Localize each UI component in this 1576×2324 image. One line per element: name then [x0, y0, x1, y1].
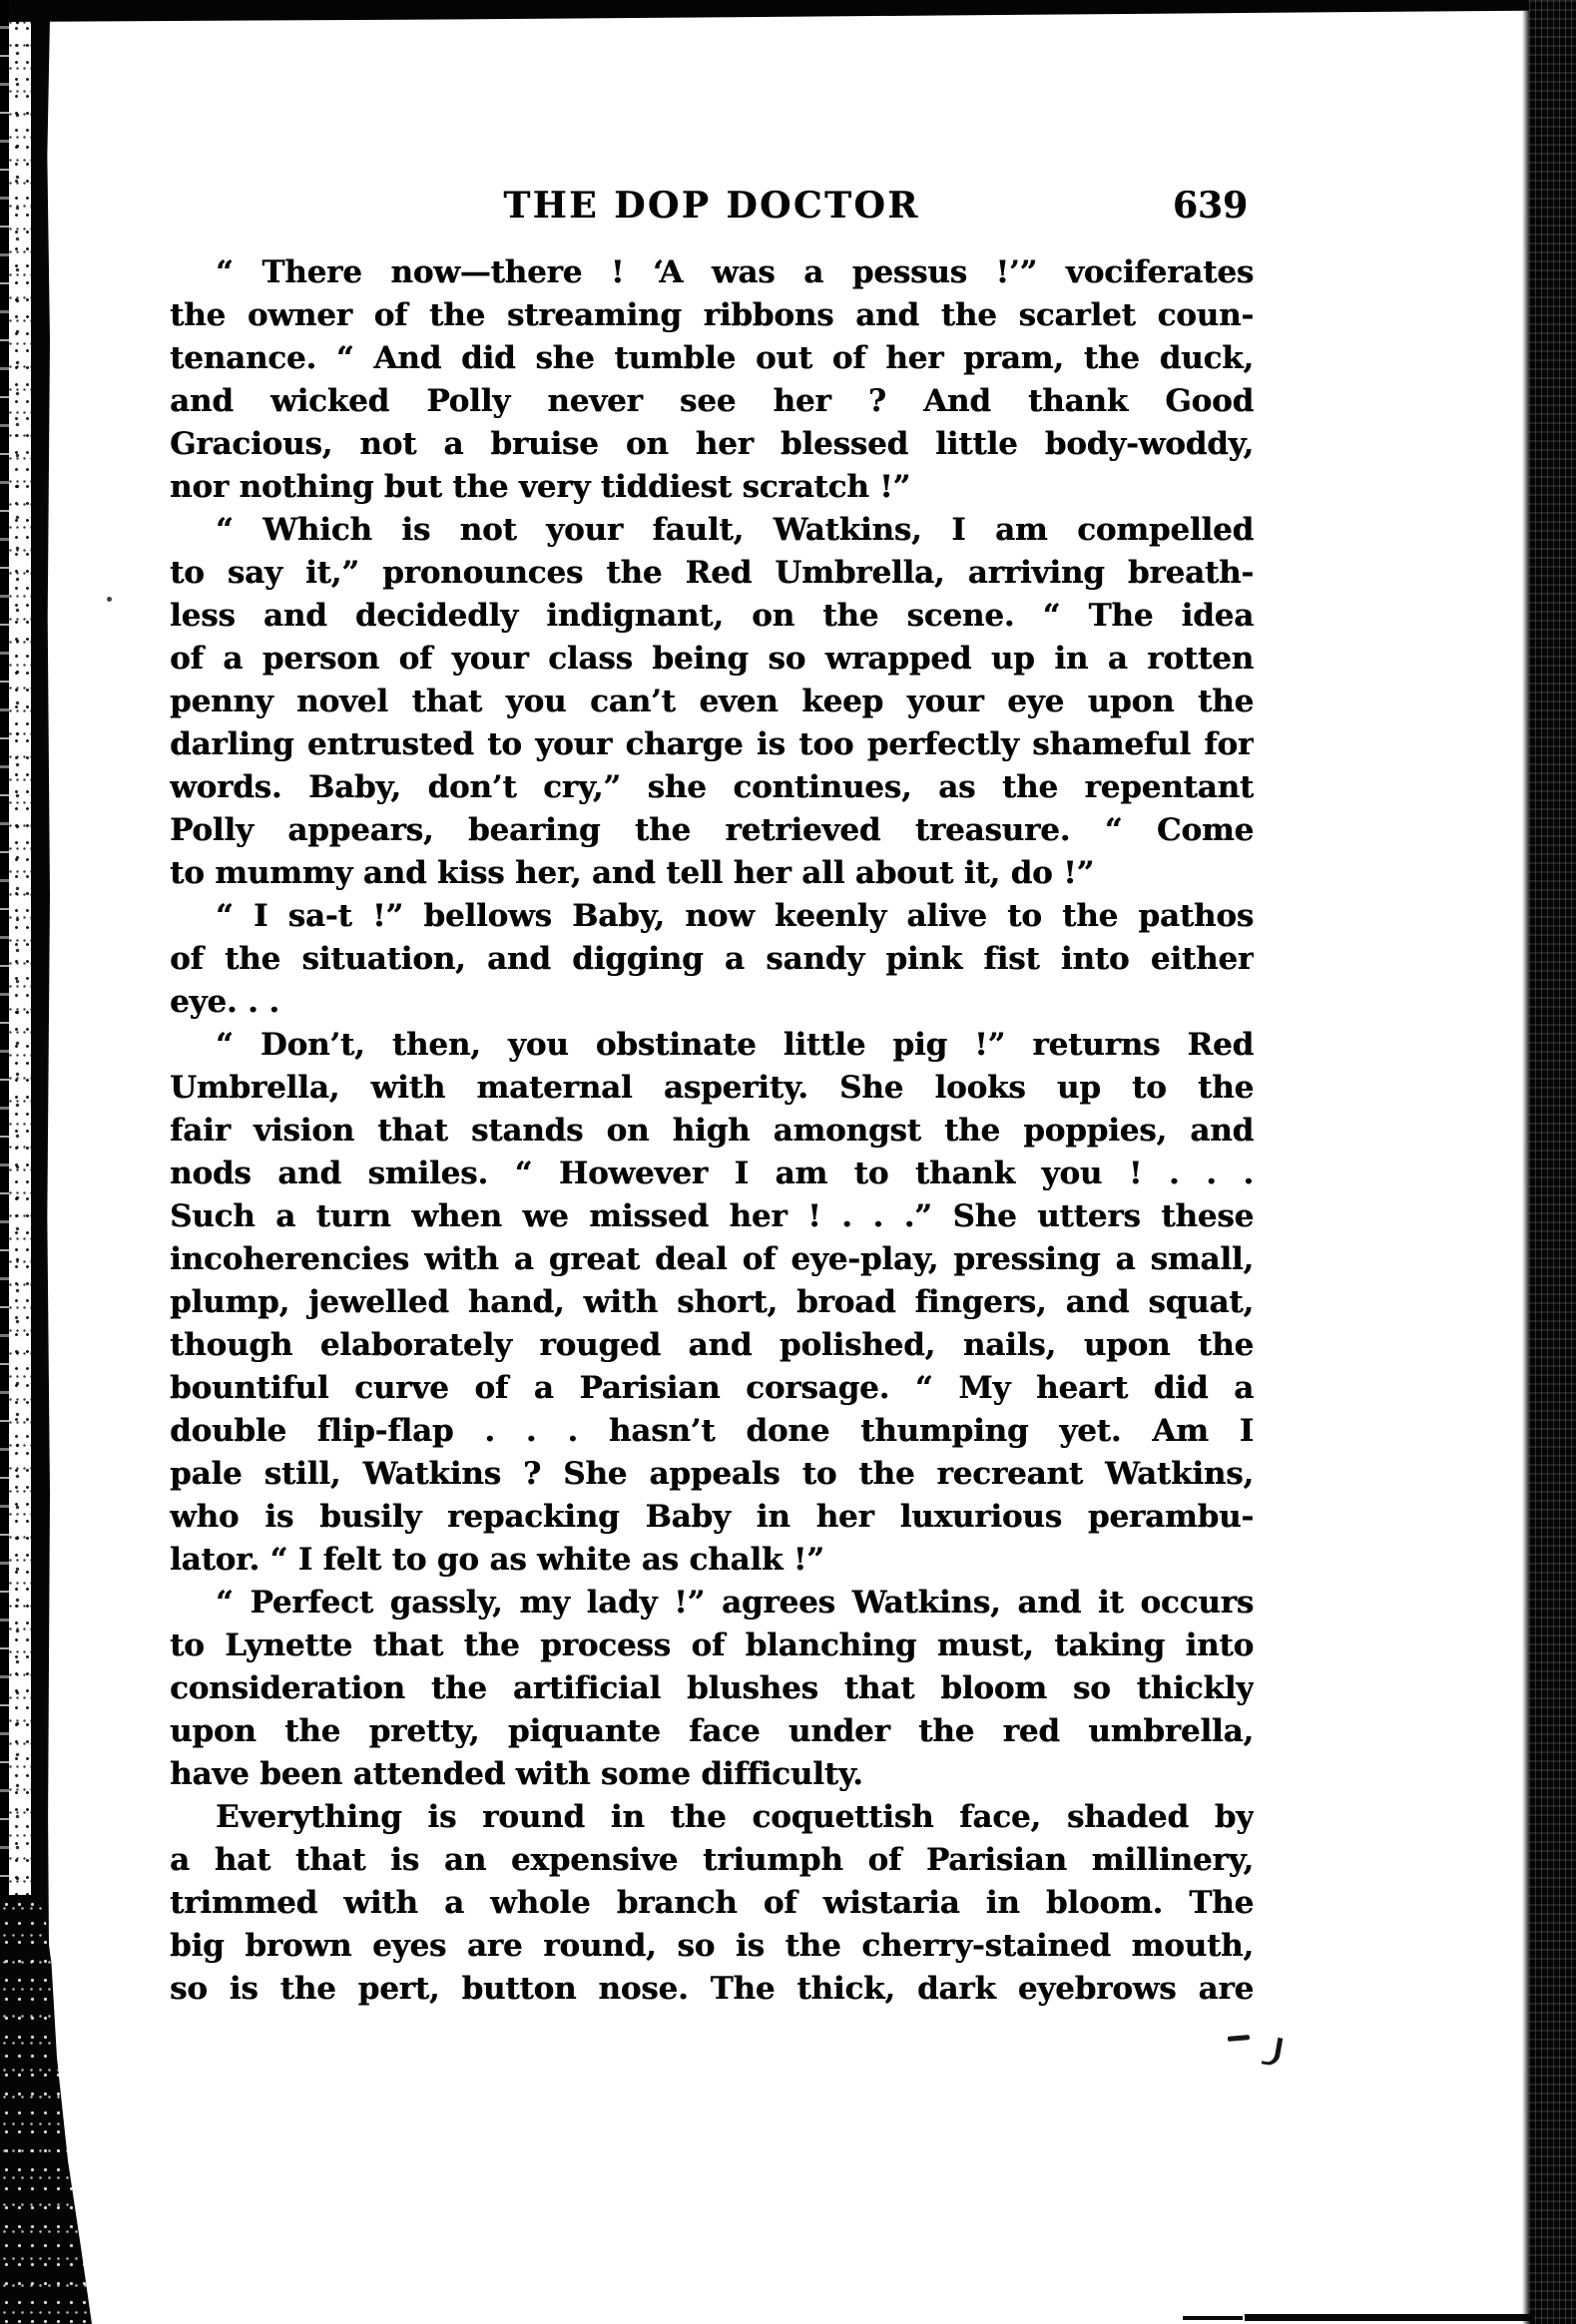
- body-text: [170, 251, 1254, 2011]
- text-line: words. Baby, don’t cry,” she continues, as the repentant: [170, 769, 1254, 805]
- text-line: so is the pert, button nose. The thick, dark eyebrows are: [170, 1971, 1254, 2007]
- text-line: nor nothing but the very tiddiest scratch !”: [170, 469, 911, 505]
- scan-artifact-left-outer-strip: [0, 0, 9, 2324]
- text-line: who is busily repacking Baby in her luxurious perambu-: [170, 1499, 1254, 1535]
- text-line: tenance. “ And did she tumble out of her pram, the duck,: [170, 340, 1254, 376]
- text-line: fair vision that stands on high amongst the poppies, and: [170, 1113, 1254, 1149]
- text-line: Everything is round in the coquettish face, shaded by: [216, 1799, 1254, 1835]
- text-line: penny novel that you can’t even keep your eye upon the: [170, 684, 1254, 719]
- text-line: double flip-flap . . . hasn’t done thumping yet. Am I: [170, 1413, 1254, 1449]
- text-line: eye. . .: [170, 984, 279, 1020]
- text-line: and wicked Polly never see her ? And thank Good: [170, 383, 1254, 419]
- text-line: of a person of your class being so wrapped up in a rotten: [170, 641, 1254, 677]
- text-line: though elaborately rouged and polished, nails, upon the: [170, 1327, 1254, 1363]
- text-line: Gracious, not a bruise on her blessed little body-woddy,: [170, 426, 1254, 462]
- text-line: “ There now—there ! ‘A was a pessus !’” vociferates: [216, 254, 1254, 290]
- ink-speck: [107, 597, 112, 602]
- text-line: pale still, Watkins ? She appeals to the recreant Watkins,: [170, 1456, 1254, 1492]
- paragraph: [170, 895, 1254, 1024]
- text-line: incoherencies with a great deal of eye-play, pressing a small,: [170, 1241, 1254, 1277]
- running-title: THE DOP DOCTOR: [503, 185, 920, 227]
- paragraph: [170, 251, 1254, 509]
- page-header: [170, 186, 1254, 228]
- text-line: have been attended with some difficulty.: [170, 1756, 863, 1792]
- text-line: bountiful curve of a Parisian corsage. “ My heart did a: [170, 1370, 1254, 1406]
- text-line: nods and smiles. “ However I am to thank you ! . . .: [170, 1156, 1254, 1191]
- text-line: consideration the artificial blushes that bloom so thickly: [170, 1670, 1254, 1706]
- text-line: “ Which is not your fault, Watkins, I am compelled: [216, 512, 1254, 548]
- text-line: to mummy and kiss her, and tell her all about it, do !”: [170, 855, 1095, 891]
- scan-artifact-top-edge: [0, 0, 1539, 22]
- text-line: “ Perfect gassly, my lady !” agrees Watkins, and it occurs: [216, 1585, 1254, 1621]
- text-line: plump, jewelled hand, with short, broad fingers, and squat,: [170, 1284, 1254, 1320]
- paragraph: [170, 509, 1254, 895]
- text-line: “ I sa-t !” bellows Baby, now keenly alive to the pathos: [216, 898, 1254, 934]
- ink-smudge-dash: [1228, 2035, 1250, 2042]
- text-line: “ Don’t, then, you obstinate little pig !” returns Red: [216, 1027, 1254, 1063]
- text-line: upon the pretty, piquante face under the red umbrella,: [170, 1713, 1254, 1749]
- scan-artifact-left-band: [31, 18, 50, 2324]
- paragraph: [170, 1582, 1254, 1796]
- text-line: the owner of the streaming ribbons and the scarlet coun-: [170, 297, 1254, 333]
- text-line: less and decidedly indignant, on the scene. “ The idea: [170, 598, 1254, 634]
- text-line: trimmed with a whole branch of wistaria in bloom. The: [170, 1885, 1254, 1921]
- text-line: Polly appears, bearing the retrieved treasure. “ Come: [170, 812, 1254, 848]
- text-line: Umbrella, with maternal asperity. She looks up to the: [170, 1070, 1254, 1106]
- text-line: big brown eyes are round, so is the cherry-stained mouth,: [170, 1928, 1254, 1964]
- paragraph: [170, 1796, 1254, 2011]
- paragraph: [170, 1024, 1254, 1582]
- text-line: darling entrusted to your charge is too perfectly shameful for: [170, 726, 1254, 762]
- text-line: to Lynette that the process of blanching must, taking into: [170, 1627, 1254, 1663]
- scan-artifact-right-edge: [1529, 0, 1576, 2324]
- text-line: to say it,” pronounces the Red Umbrella, arriving breath-: [170, 555, 1254, 591]
- scan-artifact-bottom-line-long: [1245, 2314, 1534, 2321]
- scan-artifact-left-speckle: [9, 0, 33, 2324]
- text-line: lator. “ I felt to go as white as chalk !”: [170, 1542, 824, 1578]
- scan-artifact-bottom-line-short: [1183, 2316, 1243, 2320]
- scan-artifact-left-bottom-blob: [0, 1895, 92, 2324]
- page-number: 639: [1172, 185, 1248, 227]
- ink-smudge-hook: [1262, 2036, 1284, 2068]
- text-line: of the situation, and digging a sandy pink fist into either: [170, 941, 1254, 977]
- text-line: a hat that is an expensive triumph of Parisian millinery,: [170, 1842, 1254, 1878]
- text-line: Such a turn when we missed her ! . . .” She utters these: [170, 1198, 1254, 1234]
